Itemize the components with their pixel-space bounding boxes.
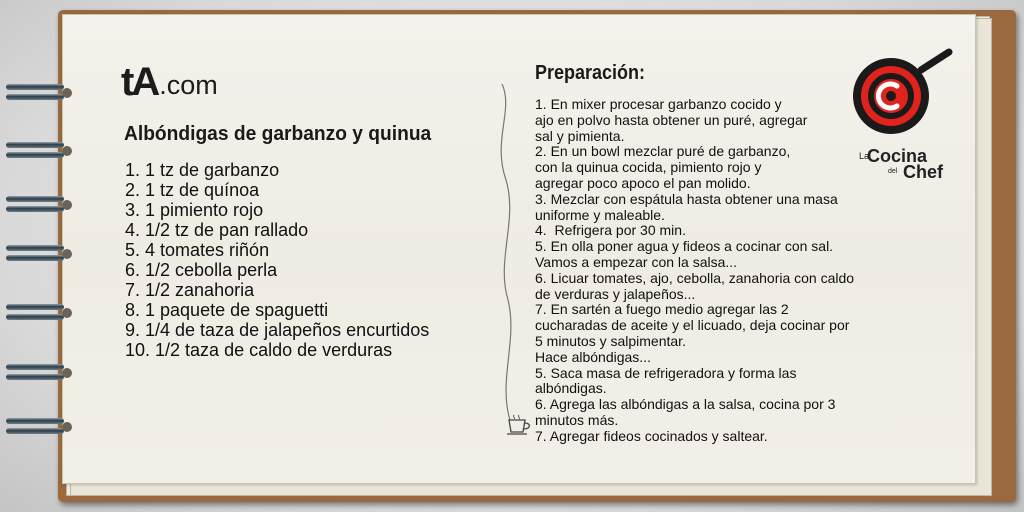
brand-chef: Chef xyxy=(903,162,943,182)
step-line: minutos más. xyxy=(535,411,619,428)
ring xyxy=(6,140,72,162)
step-line: 5. En olla poner agua y fideos a cocinar con sal. xyxy=(535,238,834,255)
ingredient-item: 10. 1/2 taza de caldo de verduras xyxy=(125,340,393,360)
ingredient-item: 9. 1/4 de taza de jalapeños encurtidos xyxy=(125,320,430,340)
ingredient-item: 6. 1/2 cebolla perla xyxy=(125,260,278,280)
step-line: Vamos a empezar con la salsa... xyxy=(535,253,738,270)
spiral-binding-icon xyxy=(0,0,80,512)
brand-del: del xyxy=(888,168,898,175)
step-line: 3. Mezclar con espátula hasta obtener una masa xyxy=(535,190,838,207)
step-line: 7. En sartén a fuego medio agregar las 2 xyxy=(535,301,789,318)
step-line: cucharadas de aceite y el licuado, deja cocinar por xyxy=(535,317,850,334)
step-line: 4. Refrigera por 30 min. xyxy=(535,222,686,239)
coffee-cup-icon xyxy=(506,414,532,436)
ring xyxy=(6,243,72,265)
ingredient-item: 4. 1/2 tz de pan rallado xyxy=(125,220,309,240)
step-line: 1. En mixer procesar garbanzo cocido y xyxy=(535,96,782,112)
ingredient-item: 1. 1 tz de garbanzo xyxy=(125,160,280,180)
step-line: con la quinua cocida, pimiento rojo y xyxy=(535,159,762,176)
ingredient-item: 3. 1 pimiento rojo xyxy=(125,200,264,220)
logo-mark: tA xyxy=(121,60,158,104)
step-line: sal y pimienta. xyxy=(535,127,625,144)
ring xyxy=(6,82,72,104)
step-line: albóndigas. xyxy=(535,380,607,397)
logo-domain: .com xyxy=(159,70,218,100)
step-line: 7. Agregar fideos cocinados y saltear. xyxy=(535,427,768,444)
ring xyxy=(6,362,72,384)
brand-logo xyxy=(853,48,953,186)
ring xyxy=(6,416,72,438)
brand-la: La xyxy=(859,151,870,161)
brand-cocina: Cocina xyxy=(867,146,928,166)
step-line: 2. En un bowl mezclar puré de garbanzo, xyxy=(535,143,791,160)
ring xyxy=(6,194,72,216)
ring xyxy=(6,302,72,324)
step-line: Hace albóndigas... xyxy=(535,348,651,365)
step-line: 6. Agrega las albóndigas a la salsa, cocina por 3 xyxy=(535,396,836,413)
step-line: agregar poco apoco el pan molido. xyxy=(535,174,751,191)
ingredient-item: 8. 1 paquete de spaguetti xyxy=(125,300,329,320)
step-line: de verduras y jalapeños... xyxy=(535,285,696,302)
step-line: 5 minutos y salpimentar. xyxy=(535,332,686,349)
hand-drawn-divider xyxy=(488,80,528,440)
frying-pan-logo-icon xyxy=(853,48,953,148)
ingredient-item: 5. 4 tomates riñón xyxy=(125,240,270,260)
site-logo xyxy=(121,60,218,104)
step-line: ajo en polvo hasta obtener un puré, agregar xyxy=(535,111,808,128)
ingredient-list xyxy=(125,160,429,360)
ingredient-item: 7. 1/2 zanahoria xyxy=(125,280,255,300)
step-line: 5. Saca masa de refrigeradora y forma las xyxy=(535,364,797,381)
recipe-title: Albóndigas de garbanzo y quinua xyxy=(124,123,432,145)
preparation-title: Preparación: xyxy=(535,62,646,84)
ingredient-item: 2. 1 tz de quínoa xyxy=(125,180,260,200)
step-line: 6. Licuar tomates, ajo, cebolla, zanahoria con caldo xyxy=(535,269,855,286)
step-line: uniforme y maleable. xyxy=(535,206,665,223)
